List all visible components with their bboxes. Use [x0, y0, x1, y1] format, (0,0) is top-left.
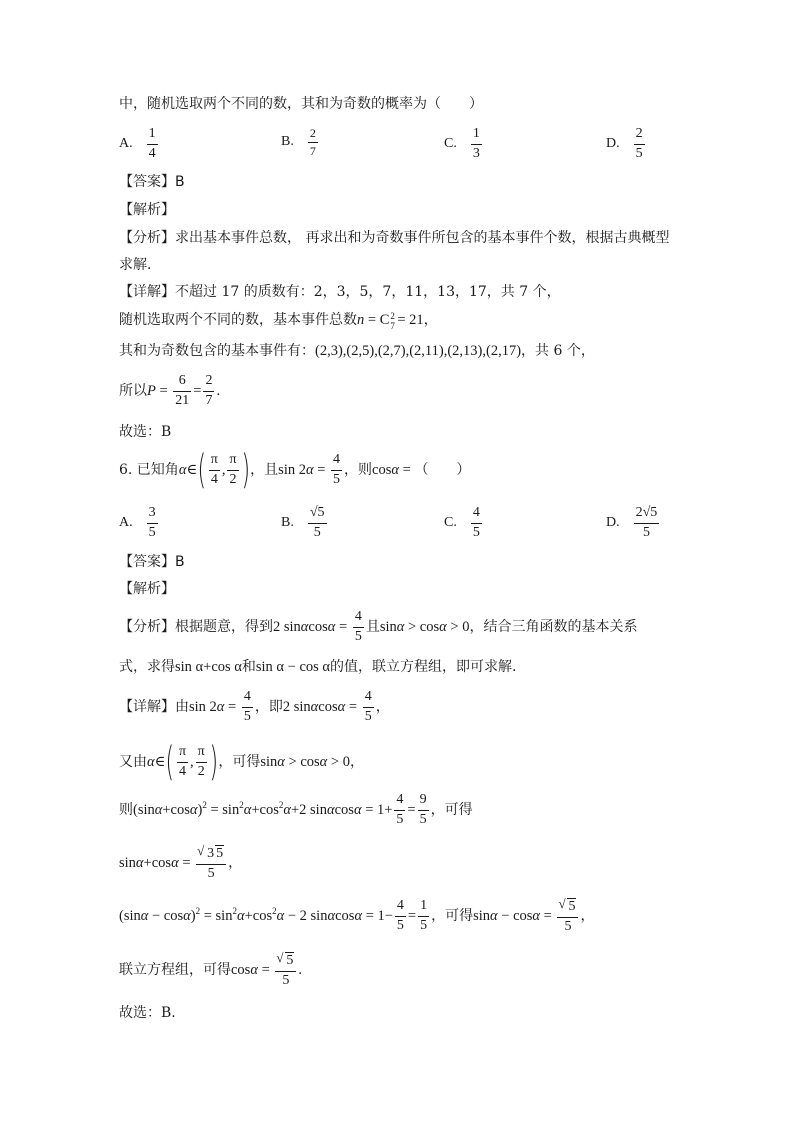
q6-option-a: A. $\frac{3}{5}$ [119, 505, 156, 540]
q5-option-c: C. $\frac{1}{3}$ [444, 126, 480, 161]
q5-detail-line2: 随机选取两个不同的数，基本事件总数n = C 2 7 = 21， [119, 311, 438, 331]
q6-fenxi-line2: 式，求得sin α+cos α和sin α − cos α的值，联立方程组，即可求解. [119, 659, 517, 675]
q6-answer: 【答案】B [119, 554, 185, 570]
q5-fenxi-line2: 求解. [119, 257, 152, 273]
q5-fenxi-line1: 【分析】求出基本事件总数， 再求出和为奇数事件所包含的基本事件个数，根据古典概型 [119, 230, 670, 246]
q6-detail-line2: 又由α∈( $\frac{\pi}{4}$ , $\frac{\pi}{2}$ )，可得sinα > cosα > 0， [119, 739, 364, 785]
q6-fenxi-line1: 【分析】根据题意，得到2 sinαcosα = $\frac{4}{5}$ 且sinα > cosα > 0，结合三角函数的基本关系 [119, 609, 638, 644]
q5-detail-line4: 所以P = $\frac{6}{21}$ = $\frac{2}{7}$ . [119, 373, 221, 408]
q6-detail-line5: $(\sin\alpha - \cos\alpha)^2 = \sin^2\alpha+\cos^2\alpha - 2$ sinαcosα = 1− $\frac{4}{5}$ = $\frac{1}{5}$ ，可得sinα − cosα = √ $\frac{5}{5}$ ， [119, 898, 594, 934]
q5-detail-line1: 【详解】不超过 17 的质数有：2，3，5，7，11，13，17，共 7 个， [119, 284, 561, 300]
q5-option-d: D. $\frac{2}{5}$ [606, 126, 643, 161]
q6-choose: 故选：B. [119, 1005, 176, 1021]
q6-option-c: C. $\frac{4}{5}$ [444, 505, 480, 540]
q5-analysis-heading: 【解析】 [119, 202, 175, 218]
q6-detail-line1: 【详解】由sin 2α = $\frac{4}{5}$ ，即2 sinαcosα = $\frac{4}{5}$ ， [119, 689, 390, 724]
q6-stem: 6. 已知角α∈( $\frac{\pi}{4}$ , $\frac{\pi}{2}$ )，且sin 2α = $\frac{4}{5}$ ，则cosα = （ ） [119, 447, 471, 493]
q6-option-d: D. $\frac{2√5}{5}$ [606, 505, 658, 540]
q6-detail-line3: 则$(\sin\alpha+\cos\alpha)^2 = \sin^2\alpha+\cos^2\alpha+2$ sinαcosα = 1+ $\frac{4}{5}$ = $\frac{9}{5}$ ，可得 [119, 792, 473, 827]
q6-detail-line4: sinα+cosα = √ $\frac{3 5}{5}$ ， [119, 845, 242, 881]
q5-stem-tail: 中，随机选取两个不同的数，其和为奇数的概率为（ ） [119, 96, 483, 112]
q5-answer: 【答案】B [119, 174, 185, 190]
q5-choose: 故选：B [119, 424, 172, 440]
q5-option-b: B. $\frac{2}{7}$ [281, 126, 316, 158]
q6-analysis-heading: 【解析】 [119, 581, 175, 597]
q6-detail-line6: 联立方程组，可得cosα = √ $\frac{5}{5}$ . [119, 952, 302, 988]
q5-detail-line3: 其和为奇数包含的基本事件有：(2,3),(2,5),(2,7),(2,11),(2,13),(2,17)，共 6 个， [119, 343, 595, 359]
q5-option-a: A. $\frac{1}{4}$ [119, 126, 156, 161]
q6-option-b: B. $\frac{√5}{5}$ [281, 505, 325, 540]
